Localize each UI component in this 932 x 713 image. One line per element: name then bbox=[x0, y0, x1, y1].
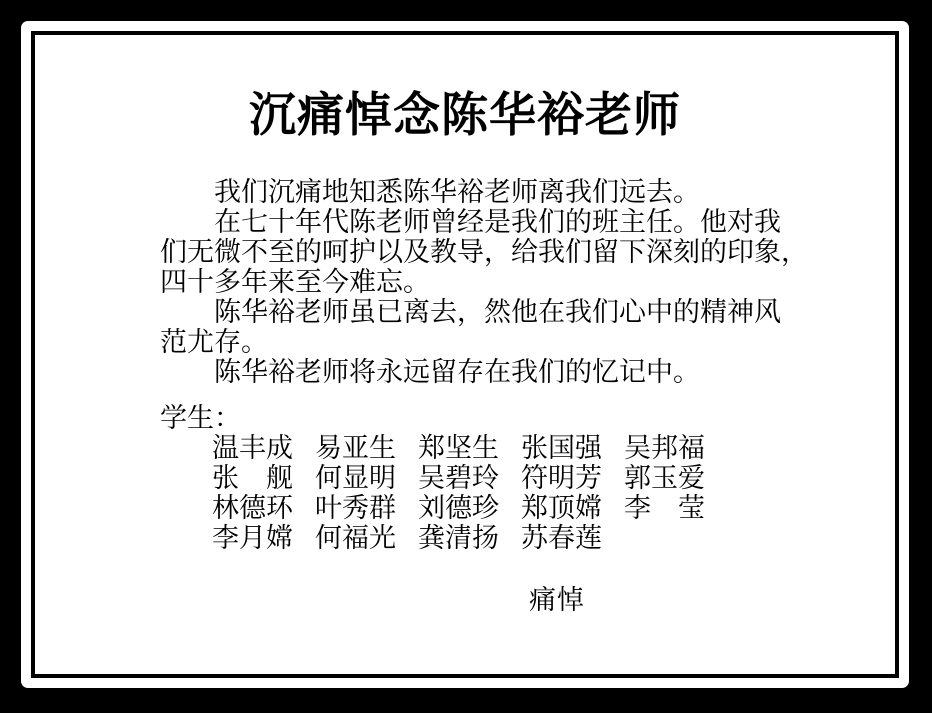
student-row bbox=[212, 523, 895, 553]
student-name: 苏春莲 bbox=[521, 523, 602, 553]
student-name: 刘德珍 bbox=[418, 493, 499, 523]
memorial-notice bbox=[31, 31, 899, 678]
body-line: 范尤存。 bbox=[160, 327, 268, 357]
body-line: 四十多年来至今难忘。 bbox=[160, 267, 430, 297]
student-name: 张国强 bbox=[521, 433, 602, 463]
mourning-label: 痛悼 bbox=[529, 585, 585, 615]
student-name: 郑顶嫦 bbox=[521, 493, 602, 523]
student-name: 李月嫦 bbox=[212, 523, 293, 553]
body-line: 我们沉痛地知悉陈华裕老师离我们远去。 bbox=[160, 177, 700, 207]
body-line: 们无微不至的呵护以及教导，给我们留下深刻的印象， bbox=[160, 237, 808, 267]
student-name: 何显明 bbox=[315, 463, 396, 493]
student-name: 温丰成 bbox=[212, 433, 293, 463]
body-line: 陈华裕老师虽已离去，然他在我们心中的精神风 bbox=[160, 297, 781, 327]
student-name: 张 舰 bbox=[212, 463, 293, 493]
student-name: 郑坚生 bbox=[418, 433, 499, 463]
notice-body bbox=[160, 177, 808, 387]
student-name: 何福光 bbox=[315, 523, 396, 553]
student-name: 易亚生 bbox=[315, 433, 396, 463]
student-row bbox=[212, 493, 895, 523]
student-name: 郭玉爱 bbox=[624, 463, 705, 493]
student-row bbox=[212, 463, 895, 493]
white-band bbox=[21, 21, 909, 688]
student-name: 吴碧玲 bbox=[418, 463, 499, 493]
students-section bbox=[160, 403, 895, 553]
student-name: 吴邦福 bbox=[624, 433, 705, 463]
body-line: 在七十年代陈老师曾经是我们的班主任。他对我 bbox=[160, 207, 781, 237]
student-name: 李 莹 bbox=[624, 493, 705, 523]
student-name: 龚清扬 bbox=[418, 523, 499, 553]
student-row bbox=[212, 433, 895, 463]
student-name: 叶秀群 bbox=[315, 493, 396, 523]
body-line: 陈华裕老师将永远留存在我们的忆记中。 bbox=[160, 357, 700, 387]
student-name: 符明芳 bbox=[521, 463, 602, 493]
students-label: 学生： bbox=[160, 403, 241, 433]
student-name-grid bbox=[212, 433, 895, 553]
notice-title: 沉痛悼念陈华裕老师 bbox=[249, 88, 681, 141]
student-name: 林德环 bbox=[212, 493, 293, 523]
